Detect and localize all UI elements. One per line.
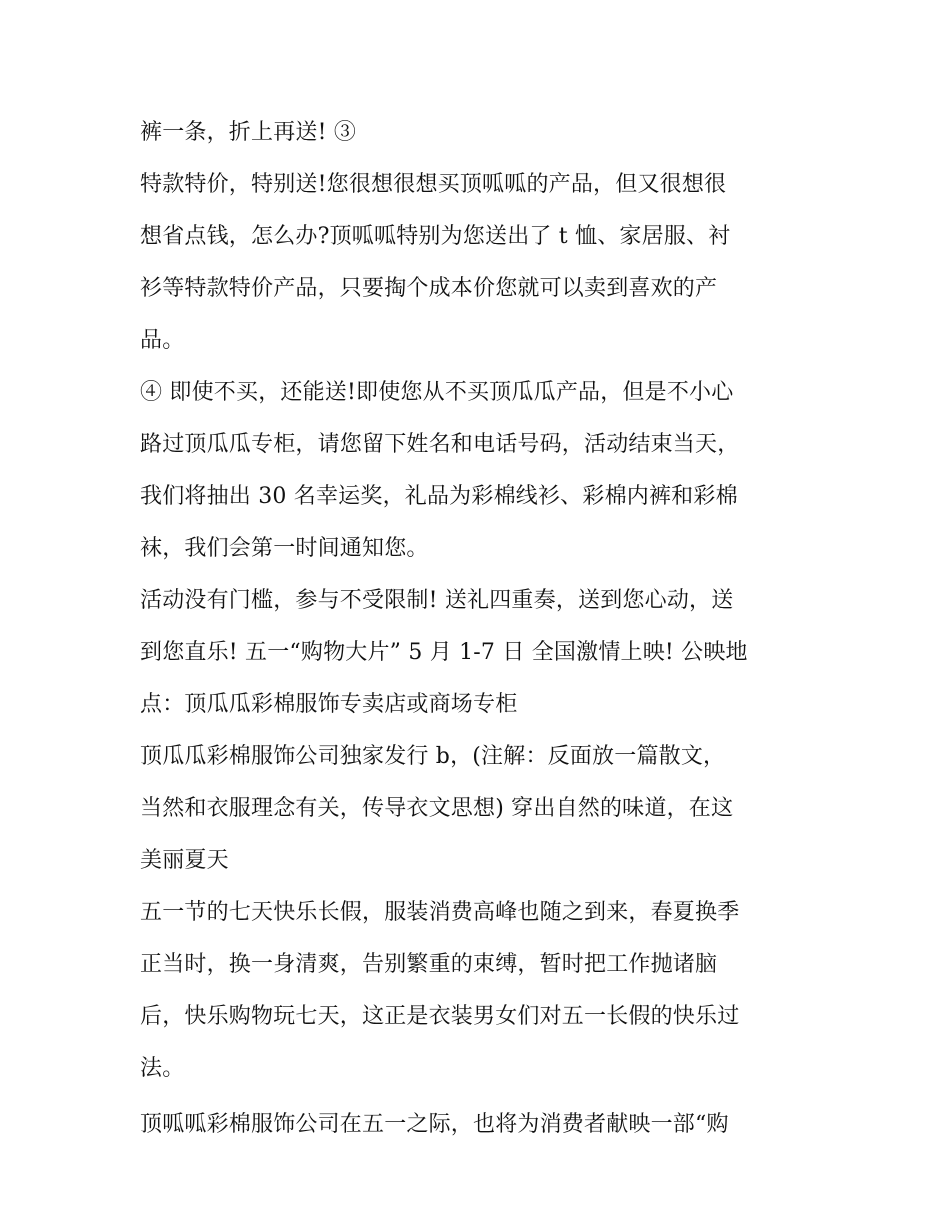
text-line: 特款特价，特别送!您很想很想买顶呱呱的产品，但又很想很	[140, 172, 727, 197]
text-line: 我们将抽出 30 名幸运奖，礼品为彩棉线衫、彩棉内裤和彩棉	[140, 484, 738, 509]
text-line: 顶瓜瓜彩棉服饰公司独家发行 b，(注解：反面放一篇散文，	[140, 744, 726, 769]
text-line: 活动没有门槛，参与不受限制! 送礼四重奏，送到您心动，送	[140, 588, 734, 613]
text-line: 袜，我们会第一时间通知您。	[140, 536, 429, 561]
text-line: 衫等特款特价产品，只要掏个成本价您就可以卖到喜欢的产	[140, 276, 718, 301]
text-line: 美丽夏天	[140, 848, 229, 873]
text-line: 五一节的七天快乐长假，服装消费高峰也随之到来，春夏换季	[140, 900, 740, 925]
text-line: ④ 即使不买，还能送!即使您从不买顶瓜瓜产品，但是不小心	[140, 380, 734, 405]
text-line: 正当时，换一身清爽，告别繁重的束缚，暂时把工作抛诸脑	[140, 952, 718, 977]
text-line: 裤一条，折上再送! ③	[140, 120, 357, 145]
text-line: 顶呱呱彩棉服饰公司在五一之际，也将为消费者献映一部“购	[140, 1112, 729, 1137]
text-line: 后，快乐购物玩七天，这正是衣装男女们对五一长假的快乐过	[140, 1004, 740, 1029]
text-line: 到您直乐! 五一“购物大片” 5 月 1-7 日 全国激情上映! 公映地	[140, 640, 748, 665]
text-line: 品。	[140, 328, 185, 353]
text-line: 想省点钱，怎么办?顶呱呱特别为您送出了 t 恤、家居服、衬	[140, 224, 731, 249]
text-line: 点：顶瓜瓜彩棉服饰专卖店或商场专柜	[140, 692, 518, 717]
document-body	[140, 107, 820, 1151]
text-line: 当然和衣服理念有关，传导衣文思想) 穿出自然的味道，在这	[140, 796, 734, 821]
text-line: 法。	[140, 1056, 185, 1081]
text-line: 路过顶瓜瓜专柜，请您留下姓名和电话号码，活动结束当天，	[140, 432, 740, 457]
